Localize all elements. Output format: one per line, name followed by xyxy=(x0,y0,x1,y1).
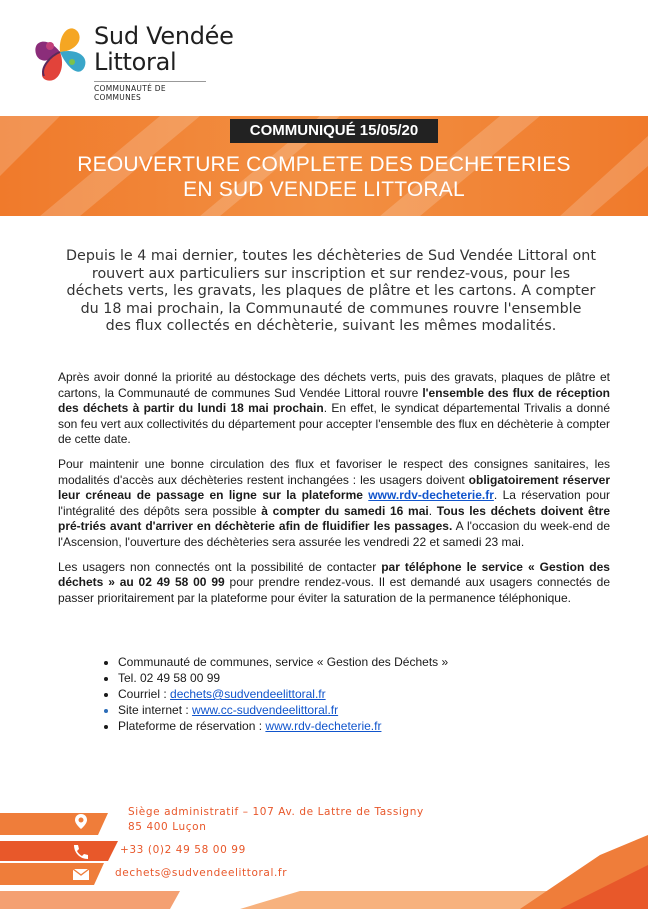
paragraph-1: Après avoir donné la priorité au déstockage des déchets verts, puis des gravats, plaques de plâtre et cartons, la Communauté de communes Sud Vendée Littoral rouvre l'ensemble des flux de réception des déchets à partir du lundi 18 mai prochain. En effet, le syndicat départemental Trivalis a donné son feu vert aux collectivités du département pour accepter l'ensemble des flux en déchèterie à compter de cette date. xyxy=(58,370,610,447)
title-line1: REOUVERTURE COMPLETE DES DECHETERIES xyxy=(77,153,571,176)
website-link[interactable]: www.cc-sudvendeelittoral.fr xyxy=(192,703,339,717)
intro-paragraph: Depuis le 4 mai dernier, toutes les déchèteries de Sud Vendée Littoral ont rouvert aux particuliers sur inscription et sur rendez-vous, pour les déchets verts, les gravats, les plaques de plâtre et les cartons. A compter du 18 mai prochain, la Communauté de communes rouvre l'ensemble des flux collectés en déchèterie, suivant les mêmes modalités. xyxy=(66,248,596,334)
brand-line1: Sud Vendée xyxy=(94,22,234,50)
logo xyxy=(30,20,270,102)
contact-list xyxy=(90,654,570,734)
list-item: • Site internet : www.cc-sudvendeelittoral.fr xyxy=(118,702,570,718)
list-item: • Tel. 02 49 58 00 99 xyxy=(118,670,570,686)
logo-petals-icon xyxy=(30,22,92,88)
envelope-icon xyxy=(66,865,96,883)
location-pin-icon xyxy=(66,812,96,830)
brand-subtitle: COMMUNAUTÉ DE COMMUNES xyxy=(94,81,206,102)
brand-wordmark xyxy=(94,23,234,102)
phone-icon xyxy=(66,842,96,860)
brand-line2: Littoral xyxy=(94,48,177,76)
email-link[interactable]: dechets@sudvendeelittoral.fr xyxy=(170,687,326,701)
footer-phone: +33 (0)2 49 58 00 99 xyxy=(120,844,246,856)
footer xyxy=(0,795,648,909)
list-item: • Plateforme de réservation : www.rdv-decheterie.fr xyxy=(118,718,570,734)
footer-email[interactable]: dechets@sudvendeelittoral.fr xyxy=(115,867,288,879)
list-item: • Courriel : dechets@sudvendeelittoral.fr xyxy=(118,686,570,702)
rdv-decheterie-link[interactable]: www.rdv-decheterie.fr xyxy=(368,488,494,503)
booking-platform-link[interactable]: www.rdv-decheterie.fr xyxy=(265,719,382,733)
page-title xyxy=(0,152,648,202)
communique-badge: COMMUNIQUÉ 15/05/20 xyxy=(230,119,438,143)
paragraph-3: Les usagers non connectés ont la possibilité de contacter par téléphone le service « Gestion des déchets » au 02 49 58 00 99 pour prendre rendez-vous. Il est demandé aux usagers connectés de passer prioritairement par la plateforme pour éviter la saturation de la permanence téléphonique. xyxy=(58,559,610,605)
footer-address-line1: Siège administratif – 107 Av. de Lattre de Tassigny xyxy=(128,806,424,818)
footer-address-line2: 85 400 Luçon xyxy=(128,821,207,833)
paragraph-2: Pour maintenir une bonne circulation des flux et favoriser le respect des consignes sanitaires, les modalités d'accès aux déchèteries restent inchangées : les usagers doivent obligatoirement réserver leur créneau de passage en ligne sur la plateforme www.rdv-decheterie.fr. La réservation pour l'intégralité des dépôts sera possible à compter du samedi 16 mai. Tous les déchets doivent être pré-triés avant d'arriver en déchèterie afin de fluidifier les passages. A l'occasion du week-end de l'Ascension, l'ouverture des déchèteries sera assurée les vendredi 22 et samedi 23 mai. xyxy=(58,456,611,549)
title-line2: EN SUD VENDEE LITTORAL xyxy=(183,178,465,201)
list-item: • Communauté de communes, service « Gestion des Déchets » xyxy=(118,654,570,670)
body-text xyxy=(58,370,610,615)
